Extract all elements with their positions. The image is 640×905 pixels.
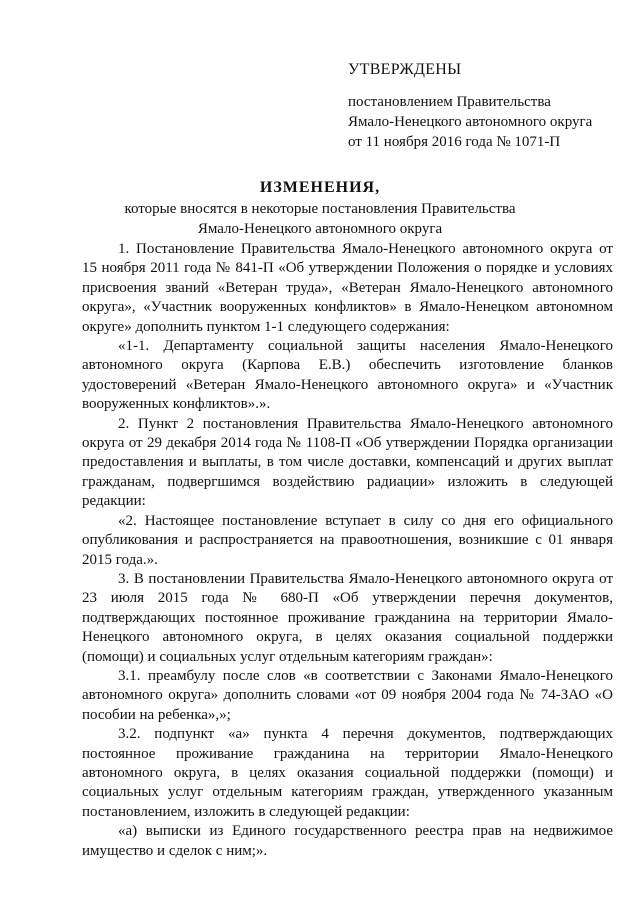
approval-line: постановлением Правительства: [348, 94, 551, 110]
document-body: [82, 240, 613, 861]
paragraph-3-2-quote: «а) выписки из Единого государственного реестра прав на недвижимое имущество и сделок с ним;».: [82, 823, 613, 859]
paragraph-1-quote: «1-1. Департаменту социальной защиты населения Ямало-Ненецкого автономного округа (Карпова Е.В.) обеспечить изготовление бланков удостоверений «Ветеран Ямало-Ненецкого автономного округа» и «Участник вооруженных конфликтов».».: [82, 338, 613, 413]
paragraph-3: 3. В постановлении Правительства Ямало-Ненецкого автономного округа от 23 июля 2015 года № 680-П «Об утверждении перечня документов, подтверждающих постоянное проживание гражданина на территории Ямало-Ненецкого автономного округа, в целях оказания социальной поддержки (помощи) и социальных услуг отдельным категориям граждан»:: [82, 570, 613, 665]
title-subtitle-line: которые вносятся в некоторые постановления Правительства: [124, 201, 516, 217]
paragraph-3-1: 3.1. преамбулу после слов «в соответствии с Законами Ямало-Ненецкого автономного округа» дополнить словами «от 09 ноября 2004 года № 74-ЗАО «О пособии на ребенка»,»;: [82, 667, 613, 723]
approval-line: от 11 ноября 2016 года № 1071-П: [348, 134, 561, 150]
title-main: ИЗМЕНЕНИЯ,: [259, 179, 381, 196]
approval-block: [348, 60, 592, 152]
title-subtitle-line: Ямало-Ненецкого автономного округа: [197, 221, 443, 237]
approval-line: Ямало-Ненецкого автономного округа: [348, 114, 593, 130]
paragraph-3-2: 3.2. подпункт «а» пункта 4 перечня документов, подтверждающих постоянное проживание гражданина на территории Ямало-Ненецкого автономного округа, в целях оказания социальной поддержки (помощи) и социальных услуг отдельным категориям граждан, утвержденного указанным постановлением, изложить в следующей редакции:: [82, 726, 613, 820]
paragraph-2-quote: «2. Настоящее постановление вступает в силу со дня его официального опубликования и распространяется на правоотношения, возникшие с 01 января 2015 года.».: [82, 512, 613, 568]
paragraph-1: 1. Постановление Правительства Ямало-Ненецкого автономного округа от 15 ноября 2011 года № 841-П «Об утверждении Положения о порядке и условиях присвоения званий «Ветеран труда», «Ветеран Ямало-Ненецкого автономного округа», «Участник вооруженных конфликтов» в Ямало-Ненецком автономном округе» дополнить пунктом 1-1 следующего содержания:: [82, 241, 613, 335]
document-title: [0, 177, 640, 239]
approval-heading: УТВЕРЖДЕНЫ: [348, 61, 462, 78]
paragraph-2: 2. Пункт 2 постановления Правительства Ямало-Ненецкого автономного округа от 29 декабря 2014 года № 1108-П «Об утверждении Порядка организации предоставления и выплаты, в том числе доставки, компенсаций и других выплат гражданам, подвергшимся воздействию радиации» изложить в следующей редакции:: [82, 415, 613, 510]
